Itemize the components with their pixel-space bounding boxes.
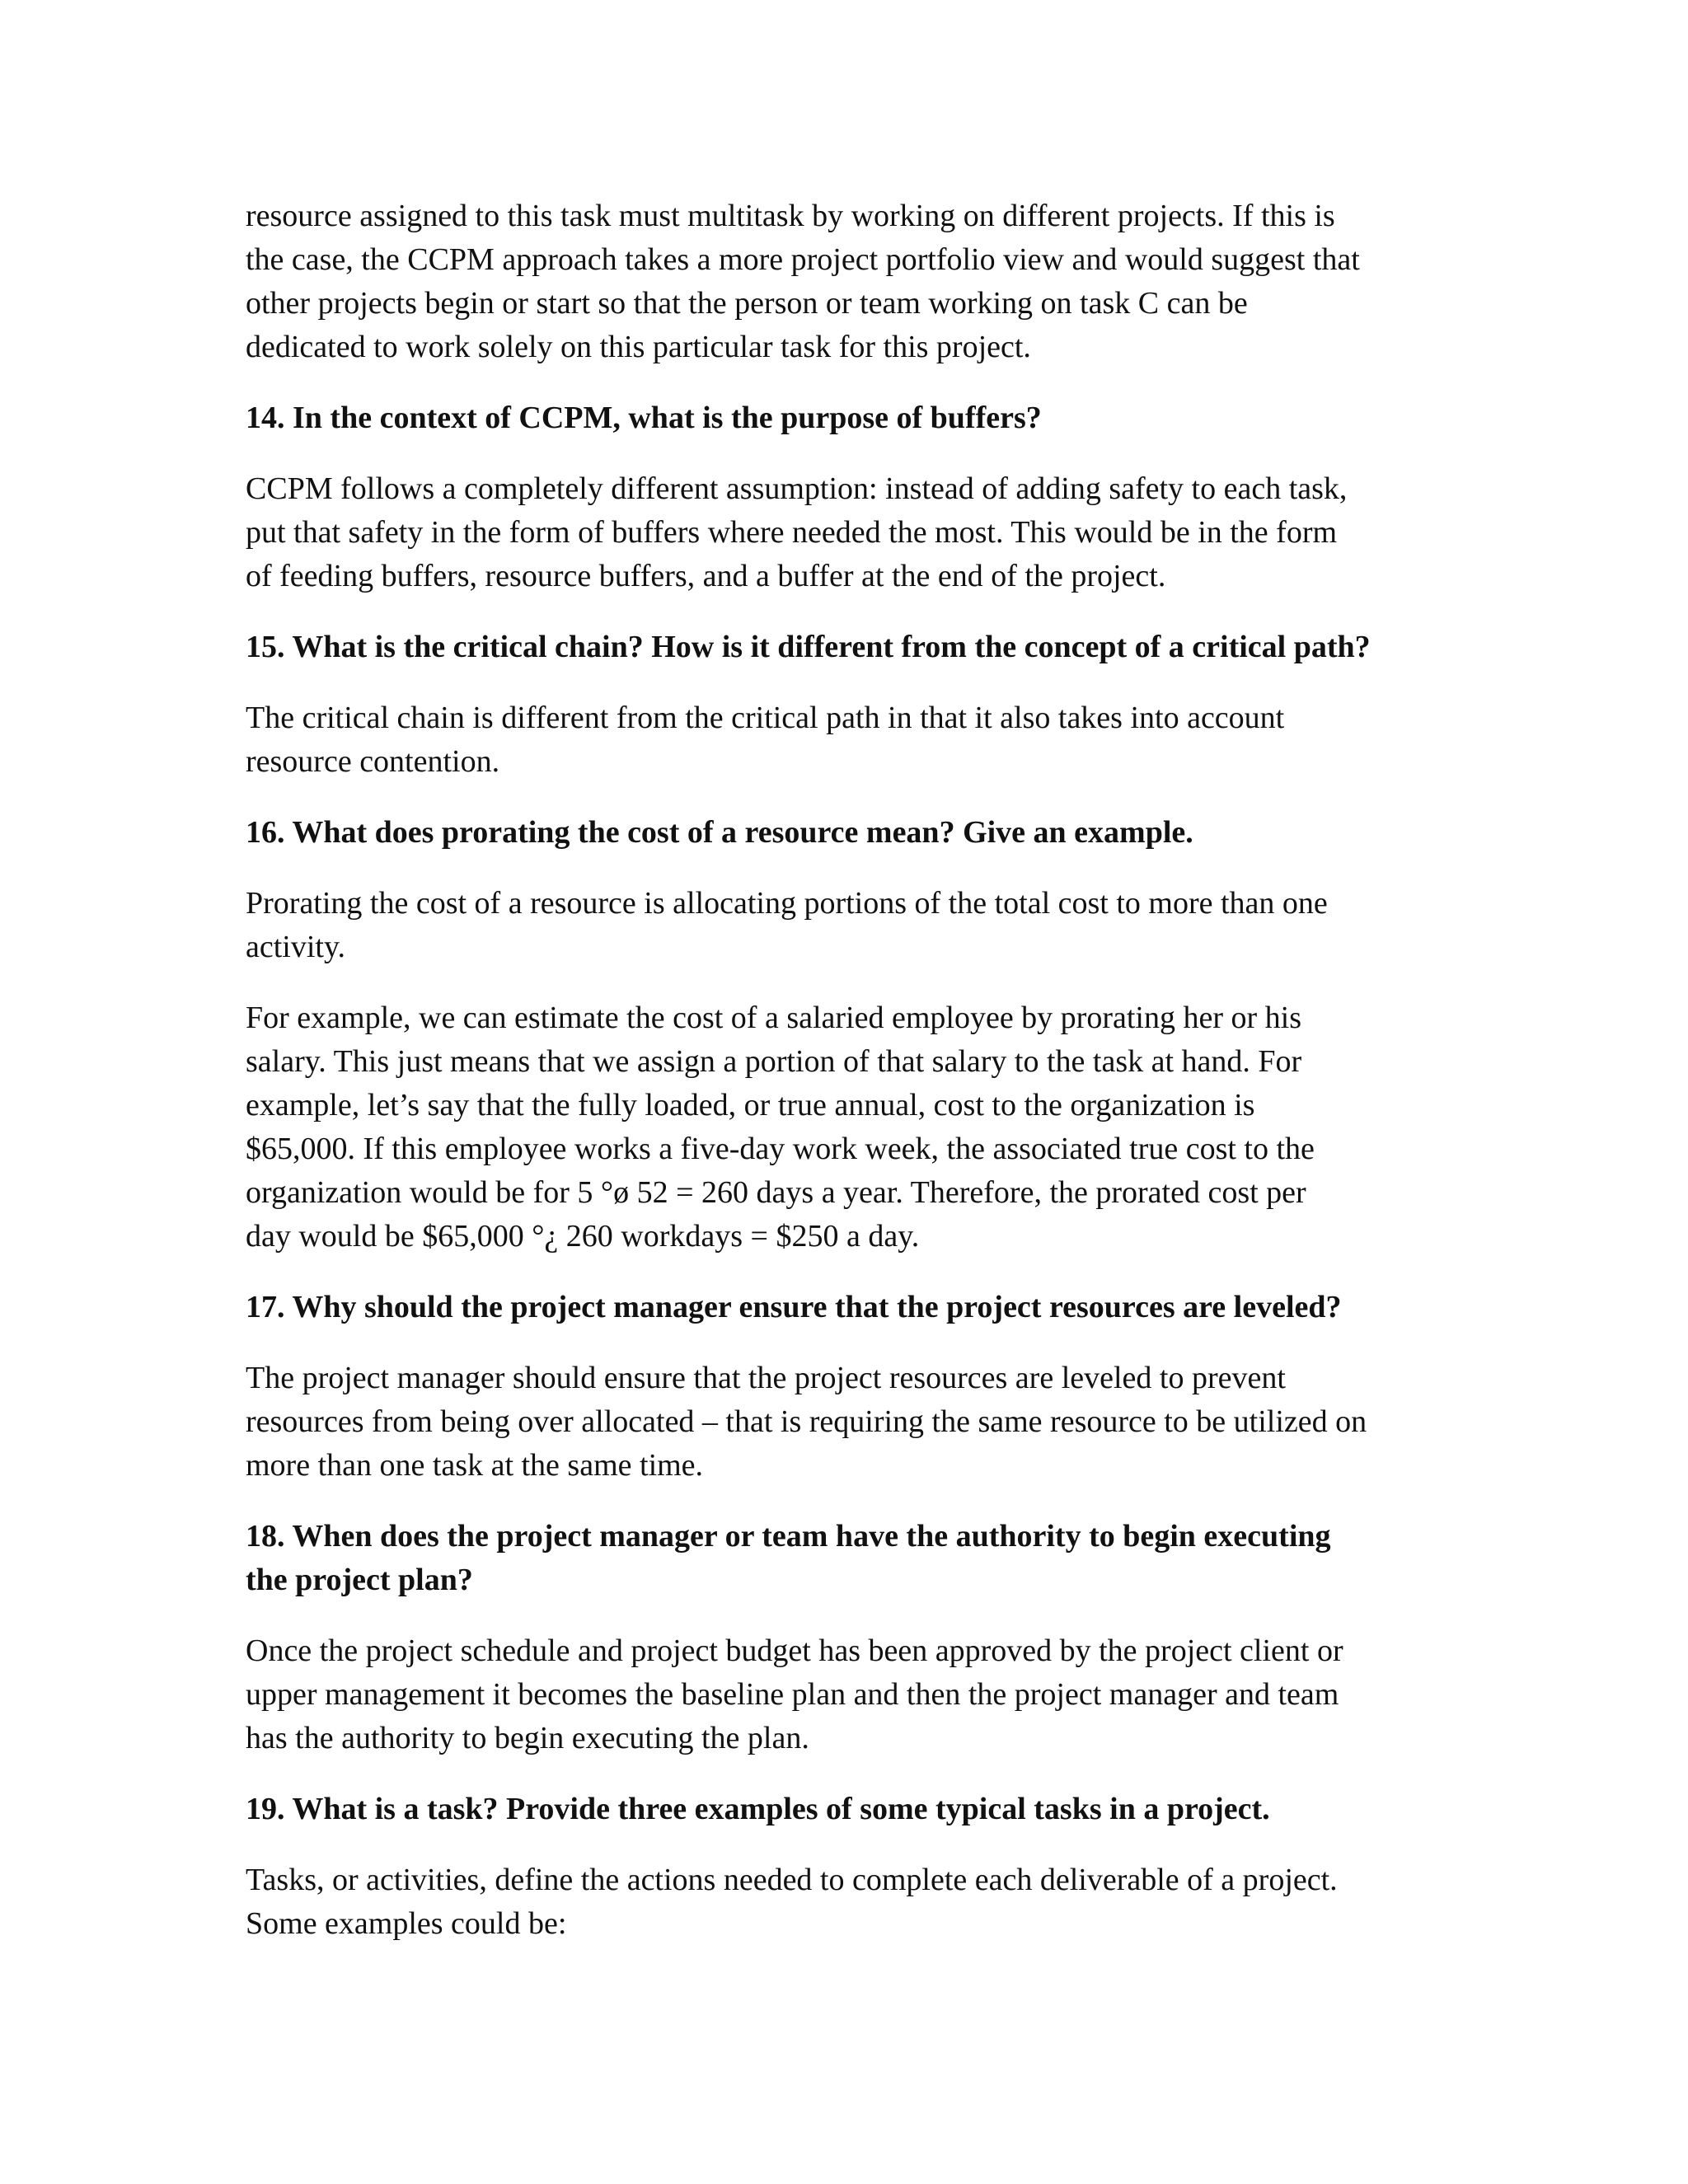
page-content [246,194,1457,1973]
answer-16-example-paragraph: For example, we can estimate the cost of a salaried employee by prorating her or his salary. This just means that we assign a portion of that salary to the task at hand. For example, let’s say that the fully loaded, or true annual, cost to the organization is $65,000. If this employee works a five-day work week, the associated true cost to the organization would be for 5 °ø 52 = 260 days a year. Therefore, the prorated cost per day would be $65,000 °¿ 260 workdays = $250 a day. [246,1001,1315,1254]
question-15-heading: 15. What is the critical chain? How is it different from the concept of a critical path? [246,630,1371,664]
question-14-heading: 14. In the context of CCPM, what is the purpose of buffers? [246,401,1042,435]
question-19-heading: 19. What is a task? Provide three examples of some typical tasks in a project. [246,1792,1270,1826]
answer-15-paragraph: The critical chain is different from the critical path in that it also takes into account resource contention. [246,701,1285,779]
answer-17-paragraph: The project manager should ensure that the project resources are leveled to prevent resources from being over allocated – that is requiring the same resource to be utilized on more than one task at the same time. [246,1361,1367,1483]
paragraph-task-c-multitask: resource assigned to this task must multitask by working on different projects. If this is the case, the CCPM approach takes a more project portfolio view and would suggest that other projects begin or start so that the person or team working on task C can be dedicated to work solely on this particular task for this project. [246,199,1360,364]
question-17-heading: 17. Why should the project manager ensure that the project resources are leveled? [246,1290,1342,1324]
answer-18-paragraph: Once the project schedule and project budget has been approved by the project client or upper management it becomes the baseline plan and then the project manager and team has the authority to begin executing the plan. [246,1633,1343,1755]
question-18-heading: 18. When does the project manager or team have the authority to begin executing the project plan? [246,1519,1331,1597]
answer-16-paragraph: Prorating the cost of a resource is allocating portions of the total cost to more than one activity. [246,886,1328,964]
answer-14-paragraph: CCPM follows a completely different assumption: instead of adding safety to each task, put that safety in the form of buffers where needed the most. This would be in the form of feeding buffers, resource buffers, and a buffer at the end of the project. [246,471,1348,593]
answer-19-paragraph: Tasks, or activities, define the actions needed to complete each deliverable of a project. Some examples could be: [246,1863,1338,1941]
question-16-heading: 16. What does prorating the cost of a resource mean? Give an example. [246,815,1193,850]
